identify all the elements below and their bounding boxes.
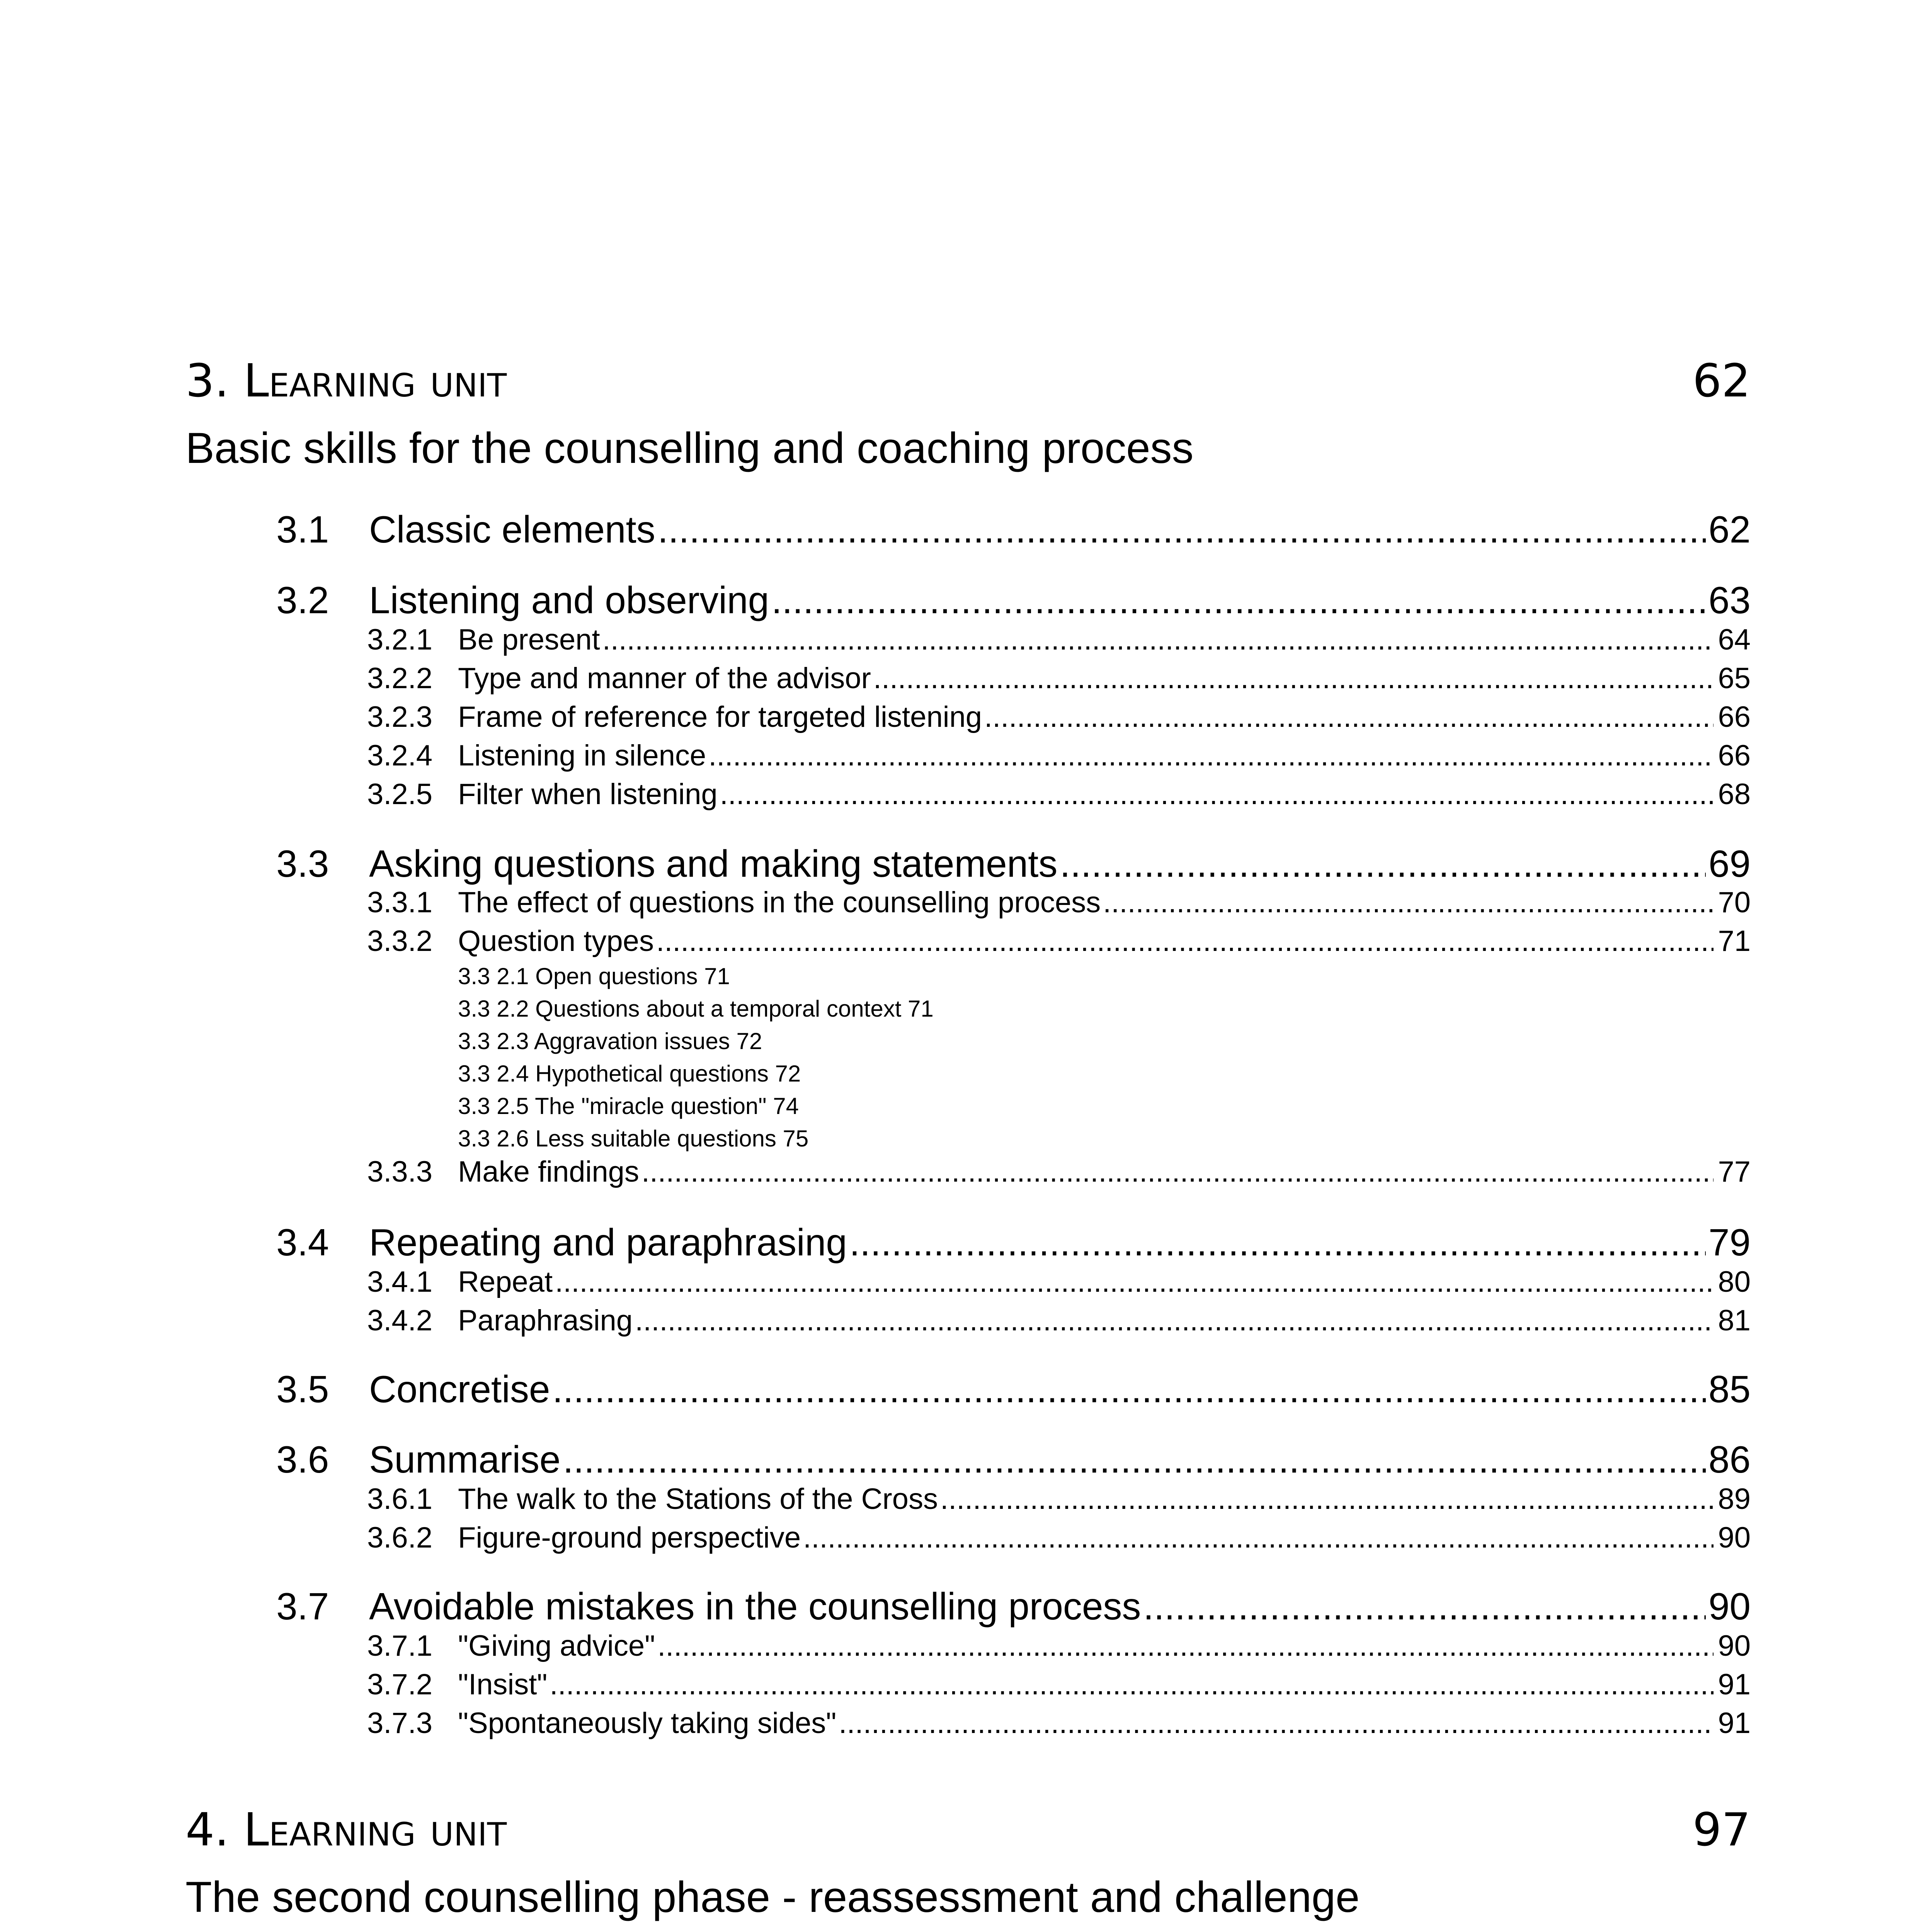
toc-entry[interactable]: 3.6 Summarise ..... 86 — [276, 1434, 1751, 1485]
toc-entry[interactable]: 3.1 Classic elements ..... 62 — [276, 504, 1751, 554]
toc-subentry[interactable]: 3.3.3 Make findings ..... 77 — [367, 1153, 1751, 1191]
toc-subentry[interactable]: 3.6.1 The walk to the Stations of the Cross ..... 89 — [367, 1480, 1751, 1519]
toc-subentry[interactable]: 3.2.3 Frame of reference for targeted listening ..... 66 — [367, 698, 1751, 736]
leader-dots — [658, 504, 1706, 554]
leader-dots — [550, 1665, 1714, 1704]
toc-entry[interactable]: 3.7 Avoidable mistakes in the counselling process ..... 90 — [276, 1581, 1751, 1631]
toc-entry[interactable]: 3.2 Listening and observing ..... 63 — [276, 575, 1751, 625]
toc-subentry[interactable]: 3.7.2 "Insist" ..... 91 — [367, 1665, 1751, 1704]
leader-dots — [940, 1480, 1714, 1519]
leader-dots — [1143, 1581, 1706, 1631]
leader-dots — [563, 1434, 1706, 1485]
toc-subentry[interactable]: 3.7.1 "Giving advice" ..... 90 — [367, 1627, 1751, 1665]
leader-dots — [635, 1301, 1714, 1340]
unit-page: 62 — [1692, 354, 1751, 407]
toc-subentry[interactable]: 3.3.2 Question types ..... 71 — [367, 922, 1751, 961]
toc-subentry[interactable]: 3.2.4 Listening in silence ..... 66 — [367, 736, 1751, 775]
unit-subtitle: The second counselling phase - reassessment and challenge — [185, 1873, 1360, 1921]
toc-subsubentry[interactable]: 3.3 2.3 Aggravation issues 72 — [458, 1028, 762, 1054]
toc-subsubentry[interactable]: 3.3 2.1 Open questions 71 — [458, 963, 730, 989]
toc-subentry[interactable]: 3.4.2 Paraphrasing ..... 81 — [367, 1301, 1751, 1340]
unit-heading — [185, 354, 1751, 408]
unit-label: 3. Learning unit — [185, 354, 507, 407]
leader-dots — [555, 1263, 1714, 1301]
leader-dots — [849, 1217, 1706, 1267]
toc-subentry[interactable]: 3.3.1 The effect of questions in the counselling process ..... 70 — [367, 883, 1751, 922]
leader-dots — [552, 1364, 1706, 1414]
toc-subentry[interactable]: 3.6.2 Figure-ground perspective ..... 90 — [367, 1519, 1751, 1557]
toc-subentry[interactable]: 3.2.5 Filter when listening ..... 68 — [367, 775, 1751, 814]
unit-label: 4. Learning unit — [185, 1803, 507, 1856]
leader-dots — [720, 775, 1714, 814]
leader-dots — [1060, 838, 1706, 889]
leader-dots — [803, 1519, 1714, 1557]
toc-subsubentry[interactable]: 3.3 2.4 Hypothetical questions 72 — [458, 1061, 801, 1087]
unit-heading — [185, 1803, 1751, 1857]
leader-dots — [602, 621, 1714, 659]
toc-subsubentry[interactable]: 3.3 2.2 Questions about a temporal context 71 — [458, 996, 934, 1022]
toc-subsubentry[interactable]: 3.3 2.5 The "miracle question" 74 — [458, 1093, 799, 1119]
leader-dots — [657, 1627, 1714, 1665]
leader-dots — [771, 575, 1706, 625]
toc-subentry[interactable]: 3.2.1 Be present ..... 64 — [367, 621, 1751, 659]
toc-entry[interactable]: 3.4 Repeating and paraphrasing ..... 79 — [276, 1217, 1751, 1267]
toc-subentry[interactable]: 3.7.3 "Spontaneously taking sides" ..... 91 — [367, 1704, 1751, 1743]
toc-entry[interactable]: 3.3 Asking questions and making statements ..... 69 — [276, 838, 1751, 889]
unit-subtitle: Basic skills for the counselling and coaching process — [185, 424, 1194, 472]
toc-subsubentry[interactable]: 3.3 2.6 Less suitable questions 75 — [458, 1126, 809, 1151]
toc-entry[interactable]: 3.5 Concretise ..... 85 — [276, 1364, 1751, 1414]
leader-dots — [1103, 883, 1714, 922]
toc-subentry[interactable]: 3.4.1 Repeat ..... 80 — [367, 1263, 1751, 1301]
leader-dots — [642, 1153, 1714, 1191]
toc-subentry[interactable]: 3.2.2 Type and manner of the advisor ..... 65 — [367, 659, 1751, 698]
leader-dots — [984, 698, 1714, 736]
unit-page: 97 — [1692, 1803, 1751, 1856]
leader-dots — [708, 736, 1714, 775]
leader-dots — [656, 922, 1714, 961]
leader-dots — [873, 659, 1714, 698]
leader-dots — [839, 1704, 1714, 1743]
